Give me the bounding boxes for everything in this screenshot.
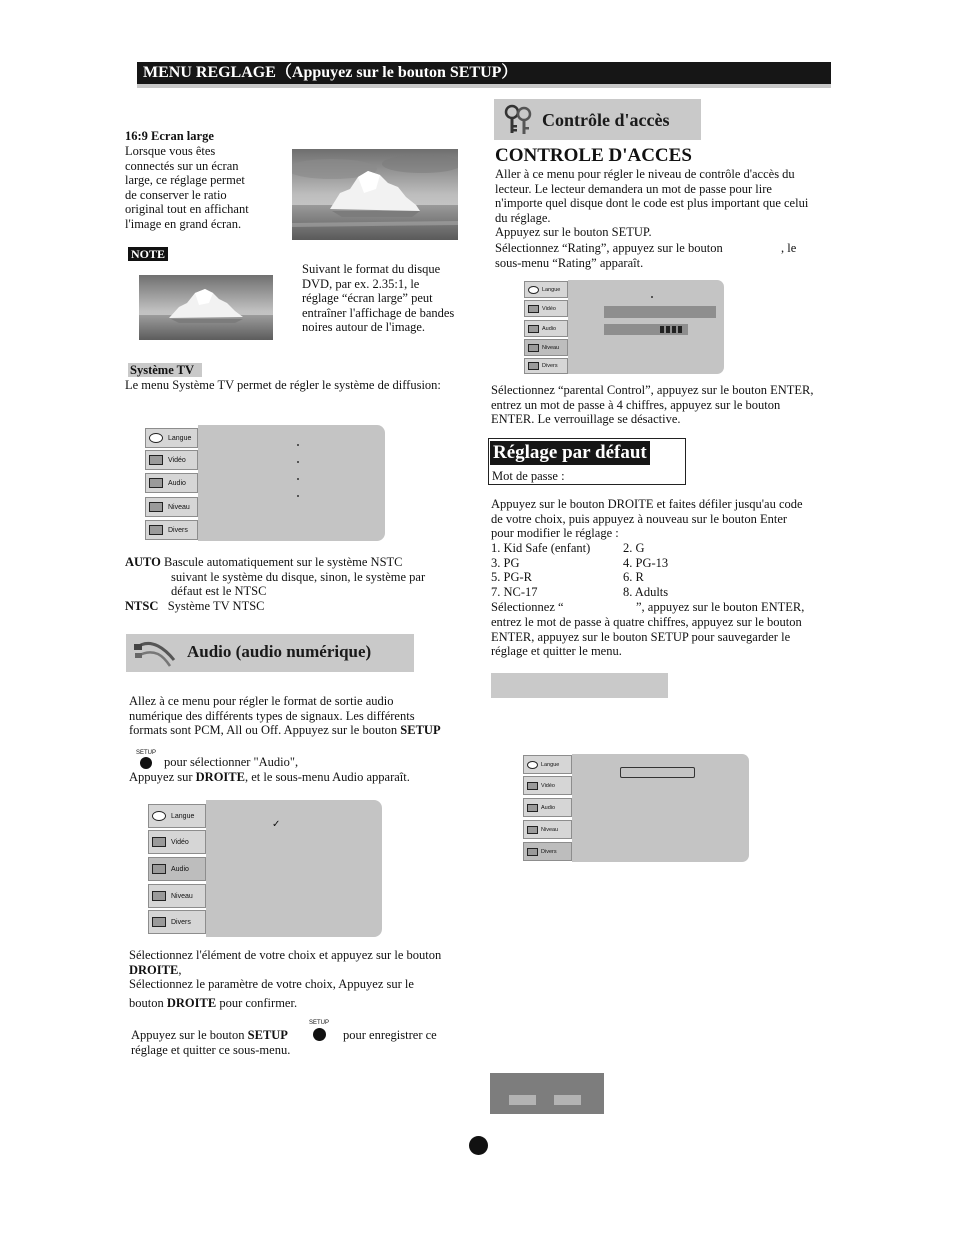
- osd-tab-video[interactable]: [148, 830, 206, 854]
- osd-tab-label: Vidéo: [541, 782, 555, 789]
- globe-icon: [152, 811, 166, 821]
- osd-tab-audio[interactable]: [523, 798, 572, 817]
- osd-tab-label: Vidéo: [542, 305, 556, 312]
- page-number-dot: [469, 1136, 488, 1155]
- audio-right-line: Appuyez sur DROITE, et le sous-menu Audio apparaît.: [129, 770, 410, 784]
- audio-cable-icon: [132, 638, 176, 668]
- osd-tab-label: Langue: [541, 761, 560, 768]
- tv-system-osd: [145, 425, 385, 541]
- audio-text: Allez à ce menu pour régler le format de sortie audio numérique des différents types de signaux. Les différents formats sont PCM, All ou Off. Appuyez sur le bouton SETUP: [129, 694, 441, 738]
- osd-tab-label: Divers: [541, 848, 557, 855]
- reset-option-box[interactable]: [620, 767, 695, 778]
- osd-tab-label: Langue: [542, 286, 561, 293]
- osd-tab-niveau[interactable]: [148, 884, 206, 908]
- osd-tab-divers[interactable]: [524, 358, 568, 374]
- highlight-bar: [604, 306, 716, 318]
- misc-icon: [152, 917, 166, 927]
- select-line-end: ”, appuyez sur le bouton ENTER,: [636, 600, 805, 614]
- tv-system-title: Système TV: [128, 363, 202, 377]
- display-icon: [149, 455, 163, 465]
- save-line-2: réglage et quitter ce sous-menu.: [131, 1043, 291, 1057]
- setup-label-small: SETUP: [136, 750, 157, 756]
- setup-label-small-2: SETUP: [309, 1020, 330, 1026]
- dialog-button-right[interactable]: [554, 1095, 581, 1105]
- osd-panel: [568, 280, 724, 374]
- keys-icon: [502, 103, 536, 137]
- speaker-icon: [152, 864, 166, 874]
- osd-tab-audio[interactable]: [524, 320, 568, 337]
- osd-tab-langue[interactable]: [524, 281, 568, 298]
- confirm-text: entrez le mot de passe à quatre chiffres, appuyez sur le bouton ENTER, appuyez sur le bouton SETUP pour sauvegarder le réglage et quitter le menu.: [491, 615, 802, 659]
- access-header: [494, 99, 701, 140]
- iceberg-photo-small: [139, 275, 273, 340]
- default-settings-title: Réglage par défaut: [490, 441, 650, 465]
- iceberg-photo: [292, 149, 458, 240]
- save-line-end: pour enregistrer ce: [343, 1028, 437, 1042]
- display-icon: [527, 782, 538, 790]
- parental-text: Sélectionnez “parental Control”, appuyez sur le bouton ENTER, entrez un mot de passe à 4 chiffres, appuyez sur le bouton ENTER. Le verrouillage se désactive.: [491, 383, 814, 427]
- osd-tab-label: Langue: [168, 434, 192, 442]
- osd-panel: [572, 754, 749, 862]
- speaker-icon: [527, 804, 538, 812]
- rating-list: 1. Kid Safe (enfant) 2. G 3. PG 4. PG-13 5. PG-R 6. R 7. NC-17 8. Adults: [491, 541, 669, 599]
- osd-tab-langue[interactable]: [148, 804, 206, 828]
- globe-icon: [528, 286, 539, 294]
- lock-icon: [527, 826, 538, 834]
- display-icon: [528, 305, 539, 313]
- page-title: MENU REGLAGE（Appuyez sur le bouton SETUP）: [137, 62, 831, 84]
- lock-icon: [152, 891, 166, 901]
- tv-system-intro: Le menu Système TV permet de régler le système de diffusion:: [125, 378, 441, 392]
- audio-select-line: pour sélectionner "Audio",: [164, 755, 299, 769]
- lock-icon: [528, 344, 539, 352]
- osd-tab-label: Niveau: [541, 826, 559, 833]
- osd-tab-label: Divers: [171, 918, 191, 926]
- osd-tab-label: Niveau: [171, 892, 193, 900]
- access-select-line: Sélectionnez “Rating”, appuyez sur le bouton: [495, 241, 723, 255]
- osd-tab-label: Audio: [171, 865, 189, 873]
- misc-icon: [527, 848, 538, 856]
- osd-tab-label: Audio: [541, 804, 556, 811]
- password-field[interactable]: [604, 324, 688, 335]
- osd-tab-niveau[interactable]: [523, 820, 572, 839]
- access-text: Aller à ce menu pour régler le niveau de contrôle d'accès du lecteur. Le lecteur demandera un mot de passe pour lire n'importe quel disque dont le code est plus important que celui du réglage. Appuyez sur le bouton SETUP.: [495, 167, 809, 240]
- osd-panel: [206, 800, 382, 937]
- misc-icon: [528, 362, 539, 370]
- osd-panel: [198, 425, 385, 541]
- audio-header-title: Audio (audio numérique): [187, 642, 372, 661]
- osd-tab-video[interactable]: [523, 776, 572, 795]
- speaker-icon: [528, 325, 539, 333]
- osd-tab-langue[interactable]: [523, 755, 572, 774]
- osd-tab-niveau[interactable]: [145, 497, 198, 517]
- dialog-button-left[interactable]: [509, 1095, 536, 1105]
- osd-tab-divers[interactable]: [145, 520, 198, 540]
- osd-tab-label: Niveau: [168, 503, 190, 511]
- ntsc-description: NTSC Système TV NTSC: [125, 599, 265, 613]
- note-text: Suivant le format du disque DVD, par ex. 2.35:1, le réglage “écran large” peut entraîner l'affichage de bandes noires autour de l'image.: [302, 262, 455, 335]
- auto-description: AUTO Bascule automatiquement sur le système NSTC suivant le système du disque, sinon, le système par défaut est le NTSC: [125, 555, 426, 599]
- setup-button-icon-2: [313, 1028, 326, 1041]
- access-select-end: , le: [781, 241, 797, 255]
- title-shadow: [137, 84, 831, 88]
- confirm-dialog: [490, 1073, 604, 1114]
- access-header-title: Contrôle d'accès: [542, 110, 670, 130]
- audio-header: [126, 634, 414, 672]
- wide-screen-title: 16:9 Ecran large: [125, 129, 214, 143]
- globe-icon: [527, 761, 538, 769]
- osd-tab-divers[interactable]: [523, 842, 572, 861]
- globe-icon: [149, 433, 163, 443]
- osd-tab-label: Divers: [168, 526, 188, 534]
- save-line: Appuyez sur le bouton SETUP: [131, 1028, 288, 1042]
- osd-tab-divers[interactable]: [148, 910, 206, 934]
- access-title: CONTROLE D'ACCES: [495, 145, 692, 166]
- section-header-blank: [491, 673, 668, 698]
- display-icon: [152, 837, 166, 847]
- osd-tab-video[interactable]: [145, 450, 198, 470]
- osd-tab-audio[interactable]: [145, 473, 198, 493]
- audio-osd: [148, 800, 382, 937]
- select-line-start: Sélectionnez “: [491, 600, 564, 614]
- lock-icon: [149, 502, 163, 512]
- misc-icon: [149, 525, 163, 535]
- password-label: Mot de passe :: [492, 469, 565, 483]
- audio-after-text: Sélectionnez l'élément de votre choix et appuyez sur le bouton DROITE, Sélectionnez le paramètre de votre choix, Appuyez sur le bouton DROITE pour confirmer.: [129, 948, 442, 1010]
- osd-tab-label: Vidéo: [168, 456, 186, 464]
- osd-tab-audio[interactable]: [148, 857, 206, 881]
- osd-tab-langue[interactable]: [145, 428, 198, 448]
- default-osd: [523, 754, 749, 862]
- speaker-icon: [149, 478, 163, 488]
- osd-tab-label: Niveau: [542, 344, 560, 351]
- rating-intro: Appuyez sur le bouton DROITE et faites défiler jusqu'au code de votre choix, puis appuyez à nouveau sur le bouton Enter pour modifier le réglage :: [491, 497, 803, 541]
- osd-tab-label: Audio: [168, 479, 186, 487]
- osd-tab-label: Audio: [542, 325, 557, 332]
- rating-osd: [524, 280, 724, 374]
- wide-screen-text: Lorsque vous êtes connectés sur un écran large, ce réglage permet de conserver le ratio original tout en affichant l'image en grand écran.: [125, 144, 249, 231]
- osd-tab-label: Vidéo: [171, 838, 189, 846]
- osd-tab-label: Divers: [542, 363, 558, 369]
- osd-tab-niveau[interactable]: [524, 339, 568, 356]
- check-mark-icon: ✓: [272, 819, 281, 830]
- osd-tab-video[interactable]: [524, 300, 568, 317]
- note-badge: NOTE: [128, 247, 168, 261]
- osd-tab-label: Langue: [171, 812, 195, 820]
- access-sub-line: sous-menu “Rating” apparaît.: [495, 256, 644, 270]
- setup-button-icon: [140, 757, 152, 769]
